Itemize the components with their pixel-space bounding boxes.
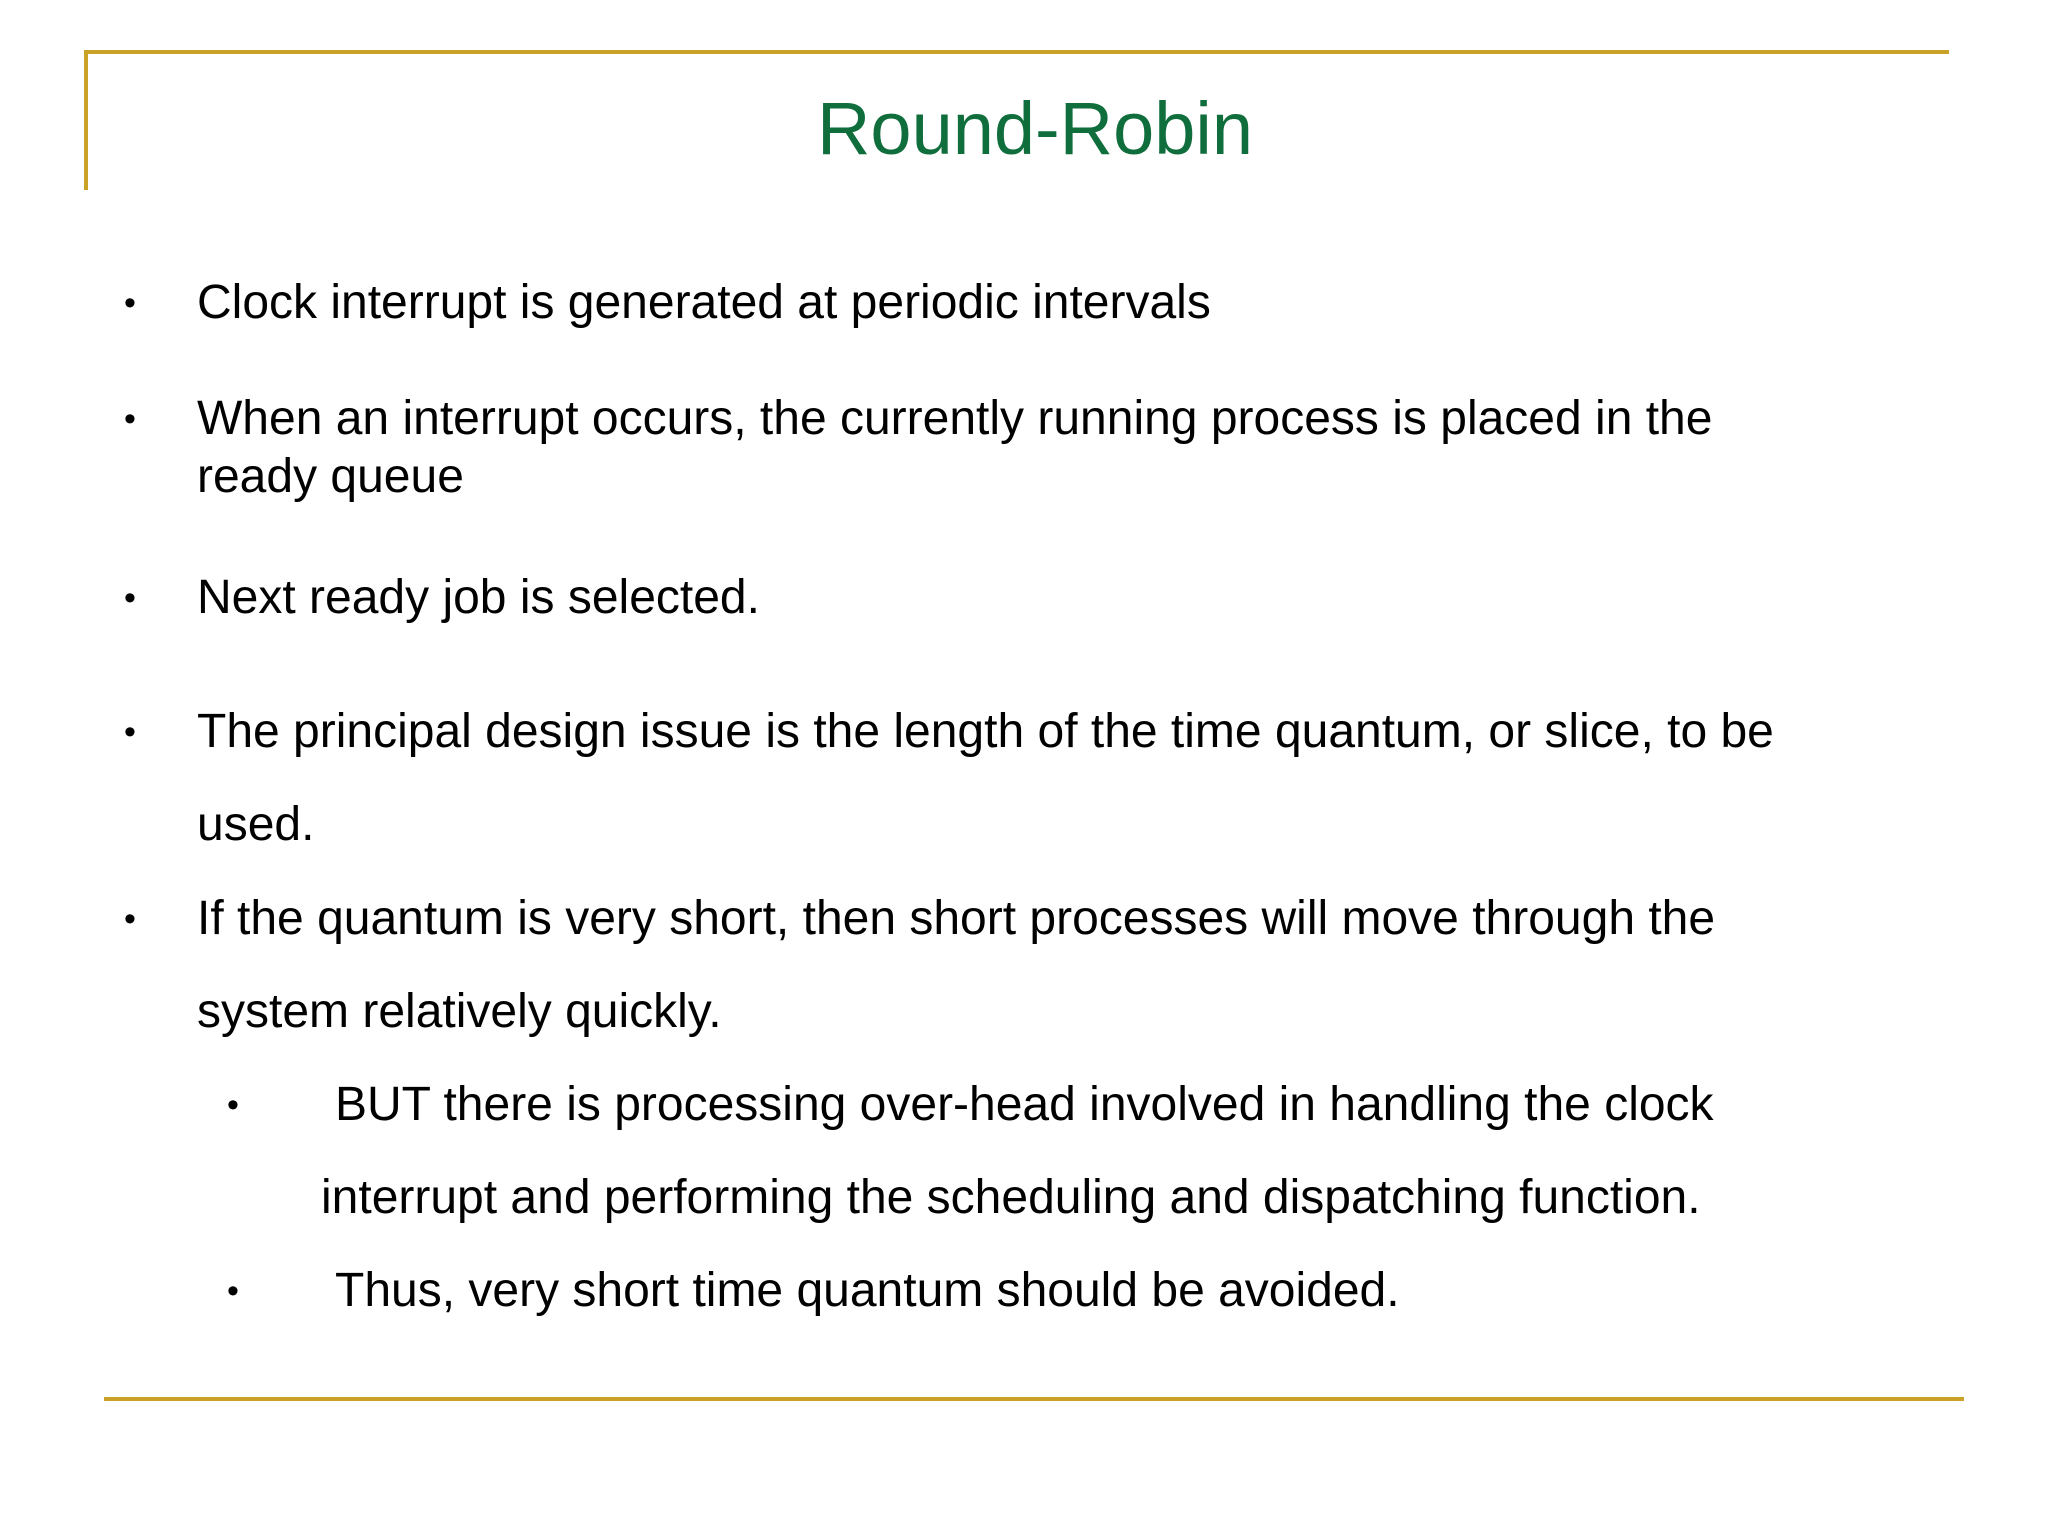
bullet-text: When an interrupt occurs, the currently running process is placed in the ready queue bbox=[197, 392, 1713, 503]
bullet-marker: • bbox=[124, 284, 136, 322]
frame-bottom-line bbox=[104, 1397, 1964, 1401]
bullet-text: Next ready job is selected. bbox=[197, 571, 760, 624]
bullet-marker: • bbox=[124, 713, 136, 751]
slide-title: Round-Robin bbox=[816, 87, 1254, 170]
bullet-text: If the quantum is very short, then short processes will move through the system relatively quickly. bbox=[197, 892, 1716, 1038]
bullet-text: BUT there is processing over-head involved in handling the clock interrupt and performing the scheduling and dispatching function. bbox=[321, 1078, 1714, 1224]
bullet-text: The principal design issue is the length of the time quantum, or slice, to be used. bbox=[197, 705, 1774, 851]
bullet-marker: • bbox=[124, 400, 136, 438]
bullet-marker: • bbox=[124, 579, 136, 617]
bullet-marker: • bbox=[227, 1272, 239, 1310]
frame-top-line bbox=[84, 50, 1949, 54]
bullet-marker: • bbox=[227, 1086, 239, 1124]
bullet-text: Clock interrupt is generated at periodic intervals bbox=[197, 276, 1211, 329]
bullet-text: Thus, very short time quantum should be avoided. bbox=[335, 1264, 1400, 1317]
bullet-marker: • bbox=[124, 900, 136, 938]
